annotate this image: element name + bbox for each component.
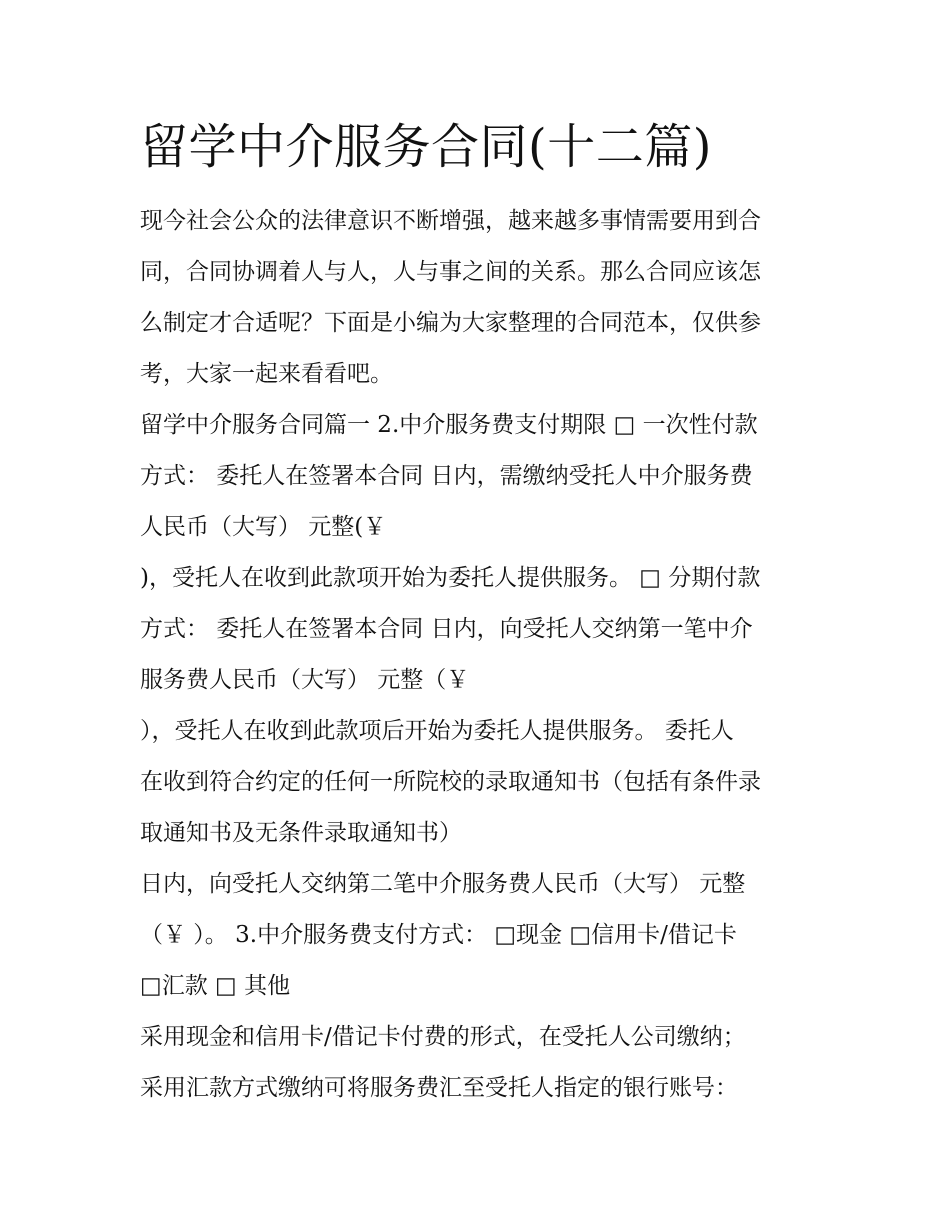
body-line: （￥ ）。 3.中介服务费支付方式： □现金 □信用卡/借记卡 xyxy=(140,922,737,948)
body-line: 日内，向受托人交纳第二笔中介服务费人民币（大写） 元整 xyxy=(140,871,746,897)
body-line: )，受托人在收到此款项开始为委托人提供服务。 □ 分期付款 xyxy=(140,565,761,591)
body-line: 现今社会公众的法律意识不断增强，越来越多事情需要用到合 xyxy=(140,208,761,234)
body-line: 在收到符合约定的任何一所院校的录取通知书（包括有条件录 xyxy=(140,769,761,795)
body-line: 方式： 委托人在签署本合同 日内，需缴纳受托人中介服务费 xyxy=(140,463,753,489)
body-line: 考，大家一起来看看吧。 xyxy=(140,361,393,387)
body-line: 方式： 委托人在签署本合同 日内，向受托人交纳第一笔中介 xyxy=(140,616,753,642)
body-line: □汇款 □ 其他 xyxy=(140,973,291,999)
body-line: 人民币（大写） 元整(￥ xyxy=(140,514,387,540)
body-line: ），受托人在收到此款项后开始为委托人提供服务。 委托人 xyxy=(140,718,734,744)
body-line: 采用汇款方式缴纳可将服务费汇至受托人指定的银行账号： xyxy=(140,1075,738,1101)
body-line: 服务费人民币（大写） 元整（￥ xyxy=(140,667,470,693)
body-line: 么制定才合适呢？下面是小编为大家整理的合同范本，仅供参 xyxy=(140,310,761,336)
body-line: 同，合同协调着人与人，人与事之间的关系。那么合同应该怎 xyxy=(140,259,761,285)
body-line: 取通知书及无条件录取通知书） xyxy=(140,820,462,846)
body-line: 留学中介服务合同篇一 2.中介服务费支付期限 □ 一次性付款 xyxy=(140,412,758,438)
body-line: 采用现金和信用卡/借记卡付费的形式，在受托人公司缴纳； xyxy=(140,1024,746,1050)
document-title: 留学中介服务合同(十二篇) xyxy=(140,119,712,175)
document-body xyxy=(140,196,820,1114)
